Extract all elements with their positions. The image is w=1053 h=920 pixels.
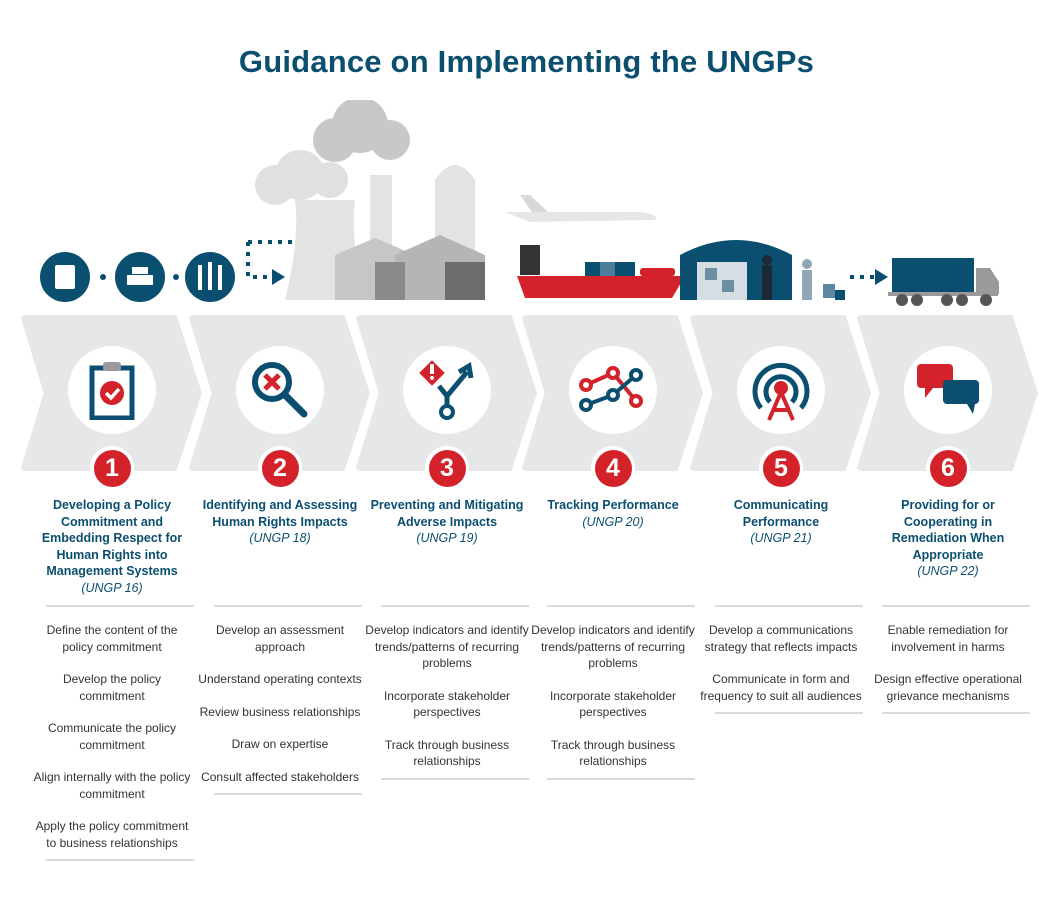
step-actions-list xyxy=(866,607,1030,712)
magnifier-x-icon xyxy=(236,346,324,434)
step-number: 5 xyxy=(763,450,800,487)
step-number: 6 xyxy=(930,450,967,487)
list-item: Communicate the policy commitment xyxy=(47,721,177,752)
list-item: Review business relationships xyxy=(199,704,361,719)
step-title: Providing for or Cooperating in Remediation When Appropriate xyxy=(891,498,1005,562)
step-title: Communicating Performance xyxy=(733,498,829,529)
wheat-icon xyxy=(185,252,235,302)
step-ungp-reference: (UNGP 21) xyxy=(750,531,812,545)
step-actions-list xyxy=(531,607,695,778)
step-number-badge xyxy=(926,446,970,490)
step-title: Developing a Policy Commitment and Embedding Respect for Human Rights into Management Systems xyxy=(41,498,183,578)
list-item: Incorporate stakeholder perspectives xyxy=(383,688,511,719)
step-ungp-reference: (UNGP 19) xyxy=(416,531,478,545)
step-actions-list xyxy=(699,607,863,712)
divider xyxy=(381,778,529,780)
step-heading xyxy=(531,497,695,605)
list-item: Track through business relationships xyxy=(384,737,510,768)
list-item: Understand operating contexts xyxy=(198,672,362,686)
divider xyxy=(46,859,194,861)
truck-icon xyxy=(888,258,999,306)
list-item: Develop indicators and identify trends/patterns of recurring problems xyxy=(365,623,529,670)
step-actions-list xyxy=(198,607,362,793)
list-item: Incorporate stakeholder perspectives xyxy=(549,688,677,719)
list-item: Apply the policy commitment to business relationships xyxy=(35,819,189,850)
list-item: Define the content of the policy commitment xyxy=(46,623,178,654)
list-item: Develop a communications strategy that reflects impacts xyxy=(704,623,858,654)
list-item: Develop the policy commitment xyxy=(62,672,162,703)
divider xyxy=(547,778,695,780)
step-heading xyxy=(699,497,863,605)
list-item: Develop an assessment approach xyxy=(215,623,345,654)
step-column xyxy=(866,497,1030,714)
speech-bubbles-icon xyxy=(904,346,992,434)
step-column xyxy=(699,497,863,714)
list-item: Align internally with the policy commitment xyxy=(33,770,191,801)
step-ungp-reference: (UNGP 22) xyxy=(917,564,979,578)
list-item: Communicate in form and frequency to suit all audiences xyxy=(700,672,862,703)
step-heading xyxy=(198,497,362,605)
step-column xyxy=(365,497,529,780)
step-heading xyxy=(30,497,194,605)
line-graph-icon xyxy=(569,346,657,434)
step-number-badge xyxy=(591,446,635,490)
step-ungp-reference: (UNGP 20) xyxy=(582,514,644,529)
step-heading xyxy=(866,497,1030,605)
step-column xyxy=(531,497,695,780)
step-number-badge xyxy=(425,446,469,490)
supply-chain-illustration xyxy=(0,100,1053,310)
step-column xyxy=(30,497,194,861)
list-item: Track through business relationships xyxy=(550,737,676,768)
step-actions-list xyxy=(365,607,529,778)
divider xyxy=(715,712,863,714)
list-item: Design effective operational grievance mechanisms xyxy=(874,672,1022,703)
list-item: Develop indicators and identify trends/patterns of recurring problems xyxy=(531,623,695,670)
step-title: Identifying and Assessing Human Rights Impacts xyxy=(202,498,358,529)
step-ungp-reference: (UNGP 16) xyxy=(81,580,143,595)
broadcast-tower-icon xyxy=(737,346,825,434)
step-column xyxy=(198,497,362,795)
page-title: Guidance on Implementing the UNGPs xyxy=(238,44,815,79)
warehouse-icon xyxy=(680,240,845,300)
gold-bars-icon xyxy=(115,252,165,302)
step-heading xyxy=(365,497,529,605)
step-title: Tracking Performance xyxy=(547,498,679,512)
warning-branch-icon xyxy=(403,346,491,434)
airplane-icon xyxy=(505,195,656,222)
step-number-badge xyxy=(90,446,134,490)
list-item: Consult affected stakeholders xyxy=(201,769,359,784)
step-number-badge xyxy=(759,446,803,490)
step-number-badge xyxy=(258,446,302,490)
cargo-ship-icon xyxy=(517,245,685,298)
fuel-can-icon xyxy=(40,252,90,302)
step-number: 1 xyxy=(94,450,131,487)
divider xyxy=(214,793,362,795)
step-actions-list xyxy=(30,607,194,859)
clipboard-check-icon xyxy=(68,346,156,434)
step-number: 2 xyxy=(262,450,299,487)
step-number: 4 xyxy=(595,450,632,487)
factory-icon xyxy=(255,100,485,300)
step-number: 3 xyxy=(429,450,466,487)
divider xyxy=(882,712,1030,714)
step-title: Preventing and Mitigating Adverse Impacts xyxy=(370,498,524,529)
step-ungp-reference: (UNGP 18) xyxy=(249,531,311,545)
list-item: Enable remediation for involvement in harms xyxy=(887,623,1009,654)
list-item: Draw on expertise xyxy=(231,737,329,751)
